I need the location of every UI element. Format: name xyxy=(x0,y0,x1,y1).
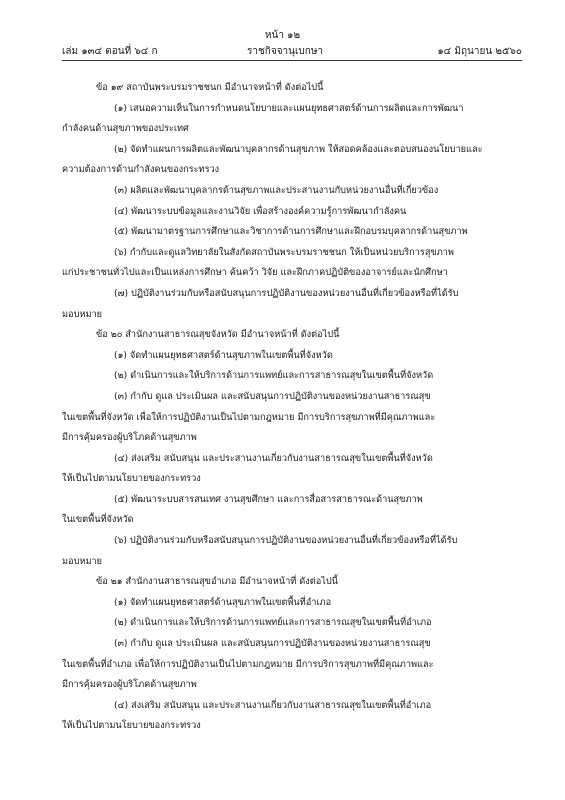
gazette-header xyxy=(62,44,522,58)
text-line: มีการคุ้มครองผู้บริโภคด้านสุขภาพ xyxy=(62,679,197,691)
gazette-title: ราชกิจจานุเบกษา xyxy=(247,46,324,57)
text-line: แก่ประชาชนทั่วไปและเป็นแหล่งการศึกษา ค้นคว้า วิจัย และฝึกภาคปฏิบัติของอาจารย์และนักศึกษา xyxy=(62,267,448,279)
text-line: ในเขตพื้นที่จังหวัด xyxy=(62,514,134,526)
text-line: ความต้องการด้านกำลังคนของกระทรวง xyxy=(62,164,220,176)
text-line: (๕) พัฒนามาตรฐานการศึกษาและวิชาการด้านการศึกษาและฝึกอบรมบุคลากรด้านสุขภาพ xyxy=(114,226,468,238)
header-rule xyxy=(62,60,522,61)
text-line: (๒) จัดทำแผนการผลิตและพัฒนาบุคลากรด้านสุขภาพ ให้สอดคล้องและตอบสนองนโยบายและ xyxy=(114,143,483,155)
text-line: (๑) เสนอความเห็นในการกำหนดนโยบายและแผนยุทธศาสตร์ด้านการผลิตและการพัฒนา xyxy=(114,102,464,114)
text-line: (๕) พัฒนาระบบสารสนเทศ งานสุขศึกษา และการสื่อสารสาธารณะด้านสุขภาพ xyxy=(114,493,423,505)
clause-20-heading: ข้อ ๒๐ สำนักงานสาธารณสุขจังหวัด มีอำนาจหน้าที่ ดังต่อไปนี้ xyxy=(96,329,340,341)
text-line: (๓) กำกับ ดูแล ประเมินผล และสนับสนุนการปฏิบัติงานของหน่วยงานสาธารณสุข xyxy=(114,390,431,402)
text-line: (๓) ผลิตและพัฒนาบุคลากรด้านสุขภาพและประสานงานกับหน่วยงานอื่นที่เกี่ยวข้อง xyxy=(114,184,439,196)
text-line: (๔) ส่งเสริม สนับสนุน และประสานงานเกี่ยวกับงานสาธารณสุขในเขตพื้นที่จังหวัด xyxy=(114,452,433,464)
text-line: (๖) กำกับและดูแลวิทยาลัยในสังกัดสถาบันพระบรมราชชนก ให้เป็นหน่วยบริการสุขภาพ xyxy=(114,246,454,258)
text-line: ให้เป็นไปตามนโยบายของกระทรวง xyxy=(62,720,201,732)
text-line: มอบหมาย xyxy=(62,308,103,320)
text-line: กำลังคนด้านสุขภาพของประเทศ xyxy=(62,123,189,135)
page-number: หน้า ๑๒ xyxy=(264,30,301,41)
text-line: มอบหมาย xyxy=(62,555,103,567)
text-line: (๔) พัฒนาระบบข้อมูลและงานวิจัย เพื่อสร้างองค์ความรู้การพัฒนากำลังคน xyxy=(114,205,407,217)
text-line: มีการคุ้มครองผู้บริโภคด้านสุขภาพ xyxy=(62,432,197,444)
document-body xyxy=(62,78,522,737)
text-line: (๒) ดำเนินการและให้บริการด้านการแพทย์และการสาธารณสุขในเขตพื้นที่จังหวัด xyxy=(114,370,434,382)
volume-issue: เล่ม ๑๓๔ ตอนที่ ๖๔ ก xyxy=(62,46,158,57)
text-line: (๔) ส่งเสริม สนับสนุน และประสานงานเกี่ยวกับงานสาธารณสุขในเขตพื้นที่อำเภอ xyxy=(114,699,432,711)
text-line: (๓) กำกับ ดูแล ประเมินผล และสนับสนุนการปฏิบัติงานของหน่วยงานสาธารณสุข xyxy=(114,638,431,650)
text-line: ให้เป็นไปตามนโยบายของกระทรวง xyxy=(62,473,201,485)
text-line: (๑) จัดทำแผนยุทธศาสตร์ด้านสุขภาพในเขตพื้นที่อำเภอ xyxy=(114,596,332,608)
text-line: ในเขตพื้นที่จังหวัด เพื่อให้การปฏิบัติงานเป็นไปตามกฎหมาย มีการบริการสุขภาพที่มีคุณภาพและ xyxy=(62,411,436,423)
text-line: (๒) ดำเนินการและให้บริการด้านการแพทย์และการสาธารณสุขในเขตพื้นที่อำเภอ xyxy=(114,617,432,629)
text-line: (๗) ปฏิบัติงานร่วมกับหรือสนับสนุนการปฏิบัติงานของหน่วยงานอื่นที่เกี่ยวข้องหรือที่ได้รับ xyxy=(114,287,459,299)
clause-19-heading: ข้อ ๑๙ สถาบันพระบรมราชชนก มีอำนาจหน้าที่ ดังต่อไปนี้ xyxy=(96,82,324,93)
text-line: (๑) จัดทำแผนยุทธศาสตร์ด้านสุขภาพในเขตพื้นที่จังหวัด xyxy=(114,349,333,361)
clause-21-heading: ข้อ ๒๑ สำนักงานสาธารณสุขอำเภอ มีอำนาจหน้าที่ ดังต่อไปนี้ xyxy=(96,576,338,588)
publication-date: ๑๔ มิถุนายน ๒๕๖๐ xyxy=(437,46,522,57)
text-line: (๖) ปฏิบัติงานร่วมกับหรือสนับสนุนการปฏิบัติงานของหน่วยงานอื่นที่เกี่ยวข้องหรือที่ได้รับ xyxy=(114,535,458,547)
text-line: ในเขตพื้นที่อำเภอ เพื่อให้การปฏิบัติงานเป็นไปตามกฎหมาย มีการบริการสุขภาพที่มีคุณภาพและ xyxy=(62,658,434,670)
